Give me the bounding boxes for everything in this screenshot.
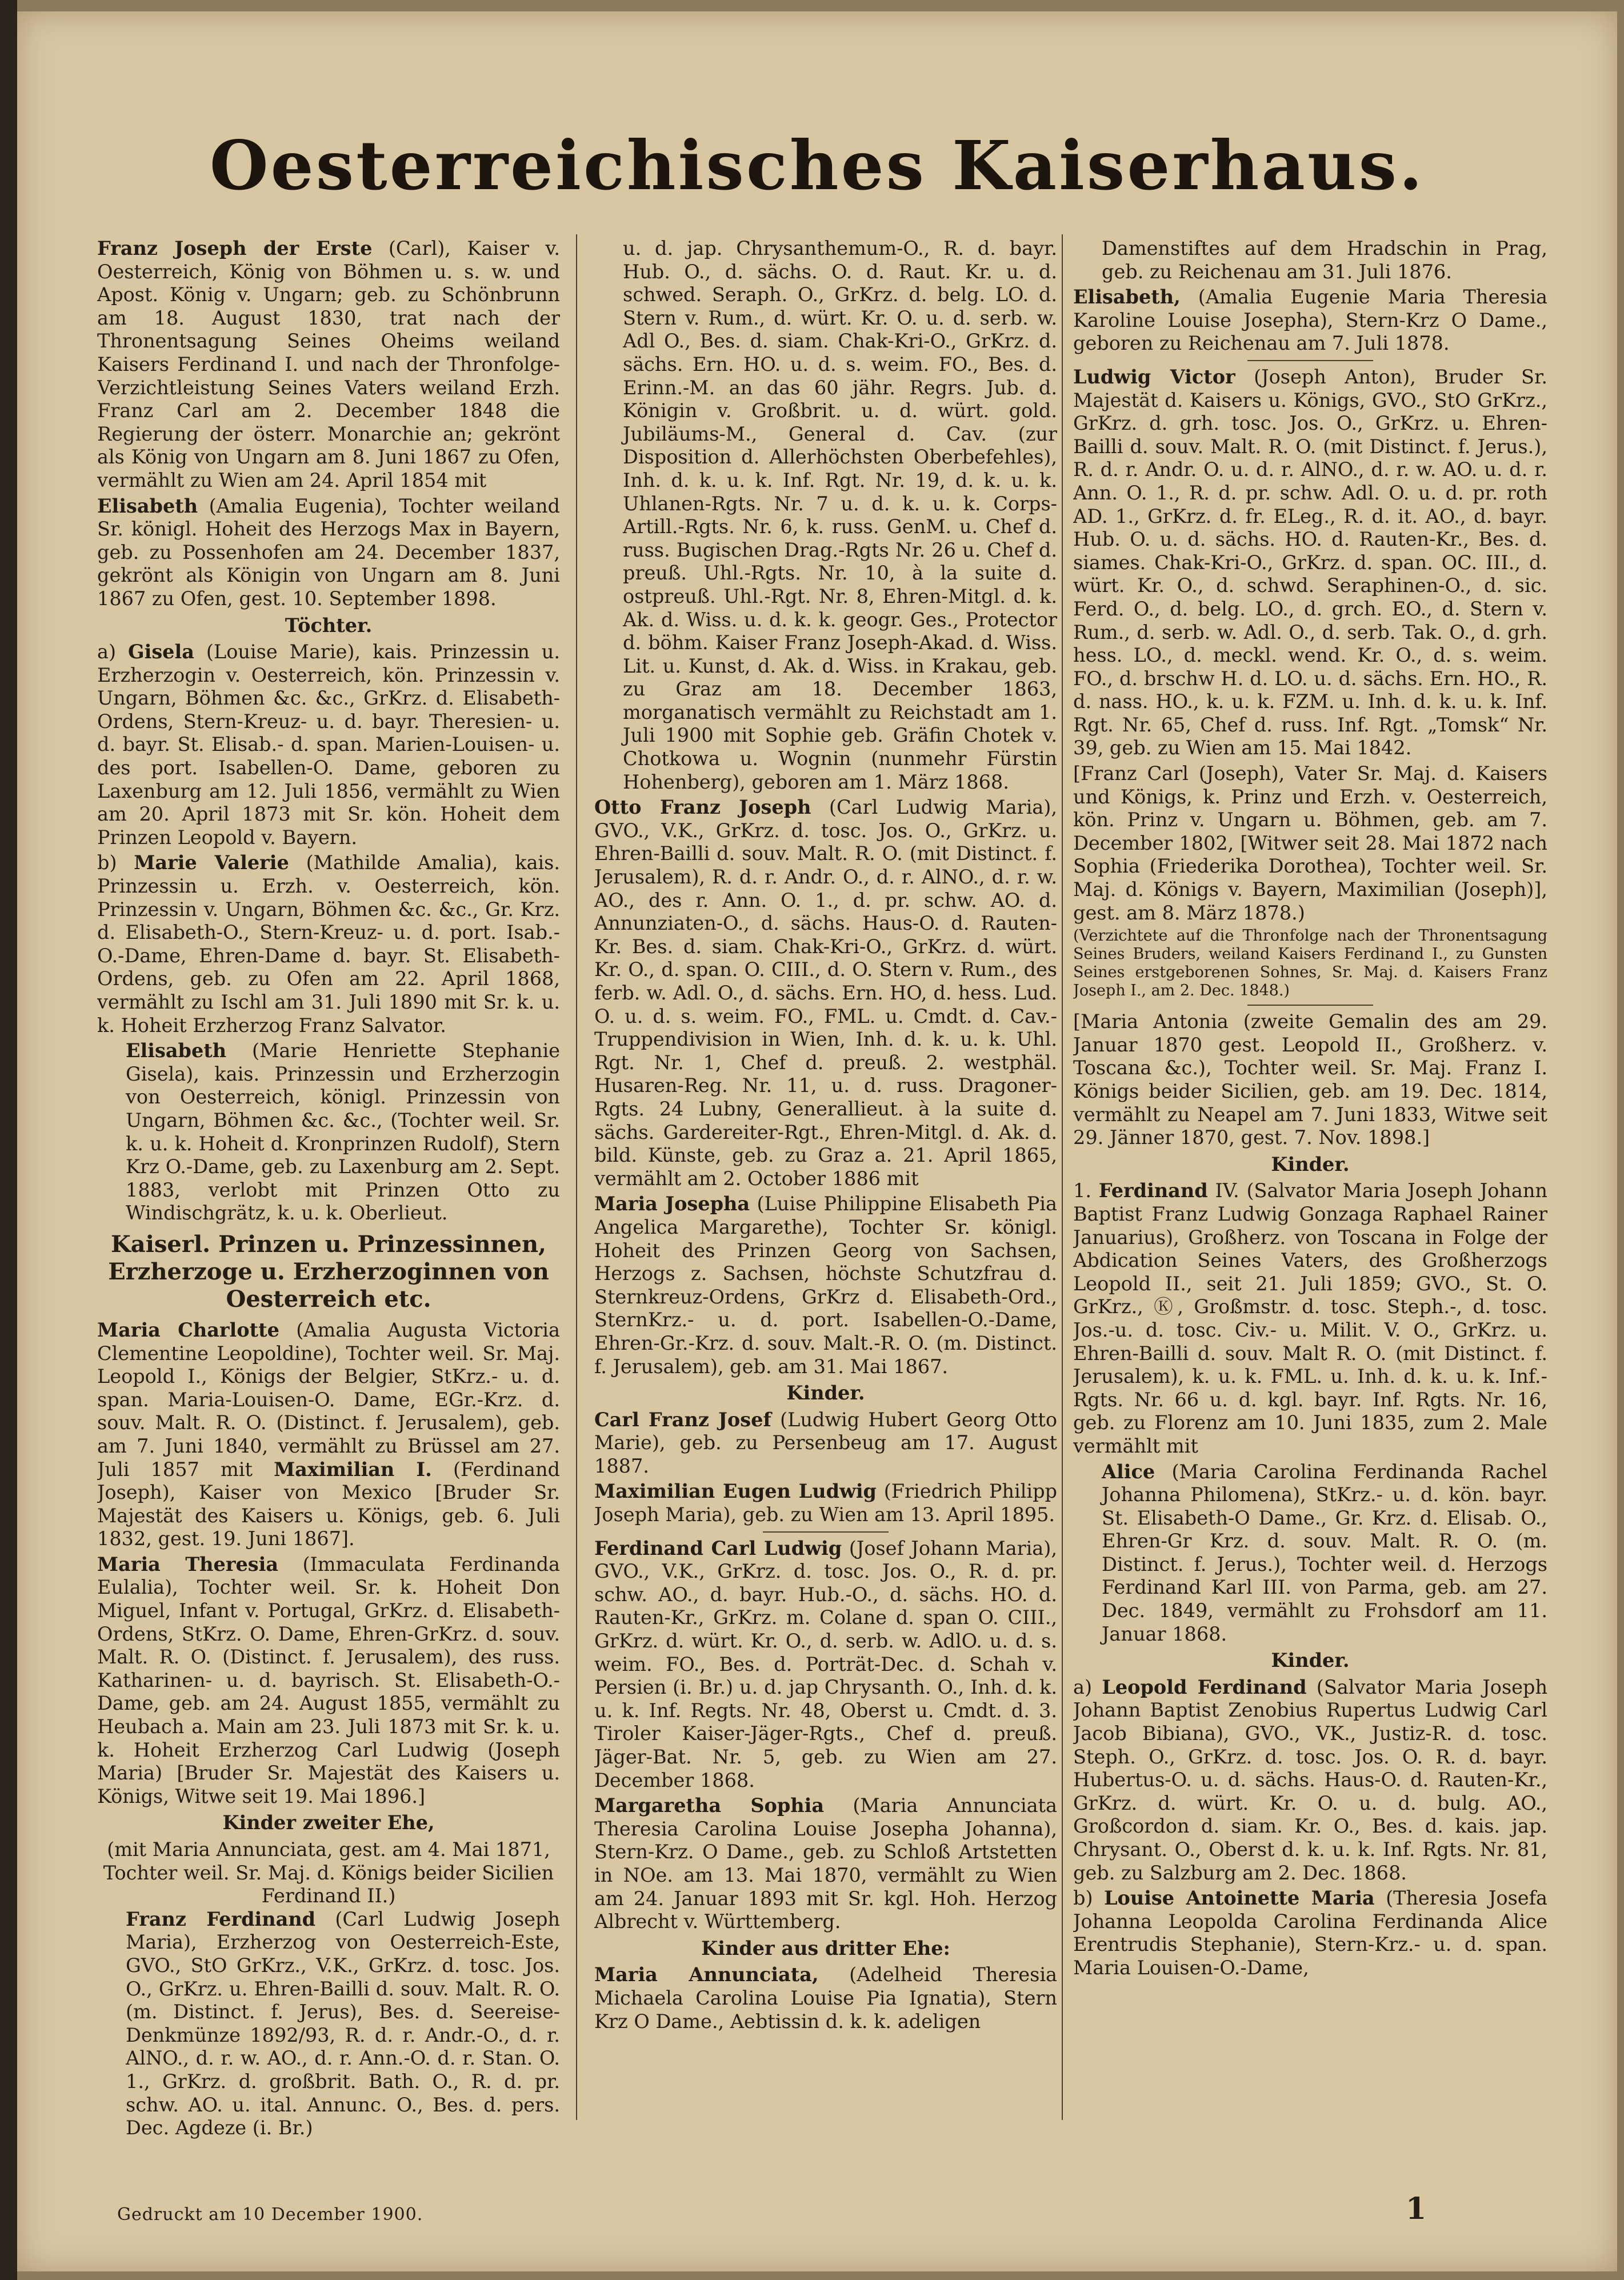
- section-heading: Kaiserl. Prinzen u. Prinzessinnen, Erzherzoge u. Erzherzoginnen von Oesterreich etc.: [108, 1230, 549, 1313]
- heading-kinder-zweiter-ehe: Kinder zweiter Ehe,: [222, 1811, 435, 1834]
- column-divider: [576, 234, 577, 2120]
- entry-text: (Maria Carolina Ferdinanda Rachel Johanna Philomena), StKrz.- u. d. kön. bayr. St. Elisabeth-O Dame., Gr. Krz. d. Elisab. O., Ehren-Gr Krz. d. souv. Malt. R. O. (m. Distinct. f. Jerus.), Tochter weil. d. Herzogs Ferdinand Karl III. von Parma, geb. am 27. Dec. 1849, vermählt zu Frohsdorf am 11. Januar 1868.: [1102, 1460, 1547, 1645]
- page-number: 1: [1406, 2191, 1427, 2226]
- entry-text: IV. (Salvator Maria Joseph Johann Baptist Franz Ludwig Gonzaga Raphael Rainer Januarius), Großherz. von Toscana in Folge der Abdication Seines Vaters, des Großherzogs Leopold II., seit 21. Juli 1859; GVO., St. O. GrKrz., Ⓚ, Großmstr. d. tosc. Steph.-, d. tosc. Jos.-u. d. tosc. Civ.- u. Milit. V. O., GrKrz. u. Ehren-Bailli d. souv. Malt R. O. (mit Distinct. f. Jerusalem), k. u. k. FML. u. Inh. d. k. u. k. Inf.-Rgts. Nr. 66 u. d. kgl. bayr. Inf. Rgts. Nr. 16, geb. zu Florenz am 10. Juni 1835, zum 2. Male vermählt mit: [1073, 1179, 1547, 1457]
- book-binding: [0, 0, 17, 2280]
- entry-maria-josepha: [594, 1193, 1057, 1378]
- entry-franz-carl: [Franz Carl (Joseph), Vater Sr. Maj. d. Kaisers und Königs, k. Prinz und Erzh. v. Oesterreich, kön. Prinz v. Ungarn u. Böhmen, geb. am 7. December 1802, [Witwer seit 28. Mai 1872 nach Sophia (Friederika Dorothea), Tochter weil. Sr. Maj. d. Königs v. Bayern, Maximilian (Joseph)], gest. am 8. März 1878.): [1073, 762, 1547, 924]
- entry-text: (Friedrich Philipp Joseph Maria), geb. zu Wien am 13. April 1895.: [594, 1480, 1057, 1526]
- column-2: [594, 237, 1057, 2140]
- divider-rule: [763, 1531, 889, 1533]
- entry-text: (Joseph Anton), Bruder Sr. Majestät d. Kaisers u. Königs, GVO., StO GrKrz., GrKrz. d. grh. tosc. Jos. O., GrKrz. u. Ehren-Bailli d. souv. Malt. R. O. (mit Distinct. f. Jerus.), R. d. r. Andr. O. u. d. r. AlNO., d. r. w. AO. u. d. r. Ann. O. 1., R. d. pr. schw. Adl. O. u. d. pr. roth AD. 1., GrKrz. d. fr. ELeg., R. d. it. AO., d. bayr. Hub. O. u. d. sächs. HO. d. Rauten-Kr., Bes. d. siames. Chak-Kri-O., GrKrz. d. span. OC. III., d. würt. Kr. O., d. schwd. Seraphinen-O., d. sic. Ferd. O., d. belg. LO., d. grch. EO., d. Stern v. Rum., d. serb. w. Adl. O., d. serb. Tak. O., d. grh. hess. LO., d. meckl. wend. Kr. O., d. s. weim. FO., d. brschw H. d. LO. u. d. sächs. Ern. HO., R. d. nass. HO., k. u. k. FZM. u. Inh. d. k. u. k. Inf. Rgt. Nr. 65, Chef d. russ. Inf. Rgt. „Tomsk“ Nr. 39, geb. zu Wien am 15. Mai 1842.: [1073, 365, 1547, 759]
- entry-franz-joseph: [97, 237, 560, 493]
- entry-maximilian-eugen: [594, 1480, 1057, 1526]
- entry-marie-valerie: [97, 851, 560, 1037]
- column-1: [97, 237, 560, 2140]
- entry-name: Ferdinand: [1098, 1179, 1208, 1202]
- divider-rule: [1247, 1005, 1373, 1006]
- entry-name: Maria Josepha: [594, 1193, 750, 1215]
- entry-maria-theresia: [97, 1553, 560, 1809]
- note-verzicht: (Verzichtete auf die Thronfolge nach der Thronentsagung Seines Bruders, weiland Kaisers Ferdinand I., zu Gunsten Seines erstgeborenen Sohnes, Sr. Maj. d. Kaisers Franz Joseph I., am 2. Dec. 1848.): [1073, 927, 1547, 1000]
- entry-text: (Amalia Augusta Victoria Clementine Leopoldine), Tochter weil. Sr. Maj. Leopold I., Königs der Belgier, StKrz.- u. d. span. Maria-Louisen-O. Dame, EGr.-Krz. d. souv. Malt. R. O. (Distinct. f. Jerusalem), geb. am 7. Juni 1840, vermählt zu Brüssel am 27. Juli 1857 mit: [97, 1318, 560, 1481]
- entry-maria-annunciata: [594, 1963, 1057, 2033]
- entry-label: a): [1073, 1675, 1093, 1698]
- entry-text: (Josef Johann Maria), GVO., V.K., GrKrz. d. tosc. Jos. O., R. d. pr. schw. AO., d. bayr. Hub.-O., d. sächs. HO. d. Rauten-Kr., GrKrz. m. Colane d. span O. CIII., GrKrz. d. würt. Kr. O., d. serb. w. AdlO. u. d. s. weim. FO., Bes. d. Porträt-Dec. d. Schah v. Persien (i. Br.) u. d. jap Chrysanth. O., Inh. d. k. u. k. Inf. Regts. Nr. 48, Oberst u. Cmdt. d. 3. Tiroler Kaiser-Jäger-Rgts., Chef d. preuß. Jäger-Bat. Nr. 5, geb. zu Wien am 27. December 1868.: [594, 1537, 1057, 1791]
- entry-text: (Marie Henriette Stephanie Gisela), kais. Prinzessin und Erzherzogin von Oesterreich, königl. Prinzessin von Ungarn, Böhmen &c. &c., (Tochter weil. Sr. k. u. k. Hoheit d. Kronprinzen Rudolf), Stern Krz O.-Dame, geb. zu Laxenburg am 2. Sept. 1883, verlobt mit Prinzen Otto zu Windischgrätz, k. u. k. Oberlieut.: [126, 1039, 560, 1225]
- entry-name: Maria Charlotte: [97, 1318, 279, 1341]
- heading-kinder: Kinder.: [1271, 1153, 1350, 1175]
- divider-rule: [1247, 360, 1373, 361]
- entry-name: Carl Franz Josef: [594, 1408, 771, 1431]
- entry-name: Louise Antoinette Maria: [1103, 1887, 1375, 1910]
- entry-label: b): [97, 851, 117, 874]
- column-3: [1073, 237, 1547, 2140]
- entry-label: b): [1073, 1887, 1093, 1910]
- entry-text: (Louise Marie), kais. Prinzessin u. Erzherzogin v. Oesterreich, kön. Prinzessin v. Ungarn, Böhmen &c. &c., GrKrz. d. Elisabeth-Ordens, Stern-Kreuz- u. d. bayr. Theresien- u. d. bayr. St. Elisab.- d. span. Marien-Louisen- u. des port. Isabellen-O. Dame, geboren zu Laxenburg am 12. Juli 1856, vermählt zu Wien am 20. April 1873 mit Sr. kön. Hoheit dem Prinzen Leopold v. Bayern.: [97, 641, 560, 849]
- entry-text: (Adelheid Theresia Michaela Carolina Louise Pia Ignatia), Stern Krz O Dame., Aebtissin d. k. k. adeligen: [594, 1963, 1057, 2033]
- entry-maria-antonia: [Maria Antonia (zweite Gemalin des am 29. Januar 1870 gest. Leopold II., Großherz. v. Toscana &c.), Tochter weil. Sr. Maj. Franz I. Königs beider Sicilien, geb. am 19. Dec. 1814, vermählt zu Neapel am 7. Juni 1833, Witwe seit 29. Jänner 1870, gest. 7. Nov. 1898.]: [1073, 1010, 1547, 1149]
- heading-toechter: Töchter.: [285, 614, 373, 637]
- entry-name: Margaretha Sophia: [594, 1794, 825, 1817]
- entry-franz-ferdinand: [126, 1908, 560, 2140]
- entry-otto: [594, 796, 1057, 1190]
- document-page: [17, 11, 1617, 2271]
- entry-name: Marie Valerie: [134, 851, 289, 874]
- entry-name: Elisabeth: [126, 1039, 227, 1062]
- entry-maria-charlotte: [97, 1319, 560, 1551]
- entry-carl-franz-josef: [594, 1409, 1057, 1478]
- entry-ludwig-victor: [1073, 366, 1547, 760]
- entry-text: (Amalia Eugenia), Tochter weiland Sr. königl. Hoheit des Herzogs Max in Bayern, geb. zu Possenhofen am 24. December 1837, gekrönt als Königin von Ungarn am 8. Juni 1867 zu Ofen, gest. 10. September 1898.: [97, 494, 560, 610]
- entry-elisabeth-3: [1073, 286, 1547, 355]
- entry-text: (Carl), Kaiser v. Oesterreich, König von Böhmen u. s. w. und Apost. König v. Ungarn; geb. zu Schönbrunn am 18. August 1830, trat nach der Thronentsagung Seines Oheims weiland Kaisers Ferdinand I. und nach der Thronfolge-Verzichtleistung Seines Vaters weiland Erzh. Franz Carl am 2. December 1848 die Regierung der österr. Monarchie an; gekrönt als König von Ungarn am 8. Juni 1867 zu Ofen, vermählt zu Wien am 24. April 1854 mit: [97, 237, 560, 491]
- entry-label: 1.: [1073, 1179, 1091, 1202]
- entry-name: Maria Annunciata,: [594, 1963, 819, 1986]
- entry-text: (Carl Ludwig Maria), GVO., V.K., GrKrz. d. tosc. Jos. O., GrKrz. u. Ehren-Bailli d. souv. Malt. R. O. (mit Distinct. f. Jerusalem), R. d. r. Andr. O., d. r. AlNO., d. r. w. AO., des r. Ann. O. 1., d. pr. schw. AO. d. Annunziaten-O., d. sächs. Haus-O. d. Rauten-Kr. Bes. d. siam. Chak-Kri-O., GrKrz. d. würt. Kr. O., d. span. O. CIII., d. O. Stern v. Rum., des ferb. w. Adl. O., d. sächs. Ern. HO, d. hess. Lud. O. u. d. s. weim. FO., FML. u. Cmdt. d. Cav.-Truppendivision in Wien, Inh. d. k. u. k. Uhl. Rgt. Nr. 1, Chef d. preuß. 2. westphäl. Husaren-Reg. Nr. 11, u. d. russ. Dragoner-Rgts. 24 Lubny, Generallieut. à la suite d. sächs. Gardereiter-Rgt., Ehren-Mitgl. d. Ak. d. bild. Künste, geb. zu Graz a. 21. April 1865, vermählt am 2. October 1886 mit: [594, 796, 1057, 1190]
- entry-continuation: u. d. jap. Chrysanthemum-O., R. d. bayr. Hub. O., d. sächs. O. d. Raut. Kr. u. d. schwed. Seraph. O., GrKrz. d. belg. LO. d. Stern v. Rum., d. würt. Kr. O. u. d. serb. w. Adl O., Bes. d. siam. Chak-Kri-O., GrKrz. d. sächs. Ern. HO. u. d. s. weim. FO., Bes. d. Erinn.-M. an das 60 jähr. Regrs. Jub. d. Königin v. Großbrit. u. d. würt. gold. Jubiläums-M., General d. Cav. (zur Disposition d. Allerhöchsten Oberbefehles), Inh. d. k. u. k. Inf. Rgt. Nr. 19, d. k. u. k. Uhlanen-Rgts. Nr. 7 u. d. k. u. k. Corps-Artill.-Rgts. Nr. 6, k. russ. GenM. u. Chef d. russ. Bugischen Drag.-Rgts Nr. 26 u. Chef d. preuß. Uhl.-Rgts. Nr. 10, à la suite d. ostpreuß. Uhl.-Rgt. Nr. 8, Ehren-Mitgl. d. k. Ak. d. Wiss. u. d. k. k. geogr. Ges., Protector d. böhm. Kaiser Franz Joseph-Akad. d. Wiss. Lit. u. Kunst, d. Ak. d. Wiss. in Krakau, geb. zu Graz am 18. December 1863, morganatisch vermählt zu Reichstadt am 1. Juli 1900 mit Sophie geb. Gräfin Chotek v. Chotkowa u. Wognin (nunmehr Fürstin Hohenberg), geboren am 1. März 1868.: [623, 237, 1057, 793]
- heading-kinder: Kinder.: [786, 1382, 865, 1405]
- entry-text: (Luise Philippine Elisabeth Pia Angelica Margarethe), Tochter Sr. königl. Hoheit des Prinzen Georg von Sachsen, Herzogs z. Sachsen, höchste Schutzfrau d. Sternkreuz-Ordens, GrKrz d. Elisabeth-Ord., SternKrz.- u. d. port. Isabellen-O.-Dame, Ehren-Gr.-Krz. d. souv. Malt.-R. O. (m. Distinct. f. Jerusalem), geb. am 31. Mai 1867.: [594, 1193, 1057, 1378]
- entry-name: Franz Joseph der Erste: [97, 237, 373, 259]
- entry-name: Alice: [1102, 1460, 1155, 1483]
- entry-text: (Amalia Eugenie Maria Theresia Karoline Louise Josepha), Stern-Krz O Dame., geboren zu Reichenau am 7. Juli 1878.: [1073, 286, 1547, 355]
- page-title: Oesterreichisches Kaiserhaus.: [209, 126, 1425, 205]
- entry-name: Gisela: [127, 641, 194, 663]
- column-divider: [1062, 234, 1063, 2120]
- entry-name: Maria Theresia: [97, 1553, 279, 1575]
- entry-name: Elisabeth,: [1073, 286, 1181, 309]
- entry-name: Ferdinand Carl Ludwig: [594, 1537, 842, 1559]
- entry-name: Maximilian Eugen Ludwig: [594, 1480, 877, 1503]
- entry-text: (Carl Ludwig Joseph Maria), Erzherzog von Oesterreich-Este, GVO., StO GrKrz., V.K., GrKrz. d. tosc. Jos. O., GrKrz. u. Ehren-Bailli d. souv. Malt. R. O. (m. Distinct. f. Jerus), Bes. d. Seereise-Denkmünze 1892/93, R. d. r. Andr.-O., d. r. AlNO., d. r. w. AO., d. r. Ann.-O. d. r. Stan. O. 1., GrKrz. d. großbrit. Bath. O., R. d. pr. schw. AO. u. ital. Annunc. O., Bes. d. pers. Dec. Agdeze (i. Br.): [126, 1907, 560, 2139]
- entry-ferdinand-carl: [594, 1537, 1057, 1793]
- note-kinder-zweiter-ehe: (mit Maria Annunciata, gest. am 4. Mai 1871, Tochter weil. Sr. Maj. d. Königs beider Sicilien Ferdinand II.): [103, 1838, 554, 1907]
- entry-text: (Theresia Josefa Johanna Leopolda Carolina Ferdinanda Alice Erentrudis Stephanie), Stern-Krz.- u. d. span. Maria Louisen-O.-Dame,: [1073, 1887, 1547, 1979]
- entry-label: a): [97, 641, 117, 663]
- entry-name: Ludwig Victor: [1073, 365, 1235, 388]
- entry-gisela: [97, 641, 560, 849]
- entry-alice: [1102, 1461, 1547, 1646]
- entry-louise: [1073, 1887, 1547, 1979]
- entry-name: Franz Ferdinand: [126, 1907, 316, 1930]
- heading-kinder-2: Kinder.: [1271, 1649, 1350, 1672]
- entry-ferdinand-iv: [1073, 1179, 1547, 1458]
- entry-text: (Mathilde Amalia), kais. Prinzessin u. Erzh. v. Oesterreich, kön. Prinzessin v. Ungarn, Böhmen &c. &c., Gr. Krz. d. Elisabeth-O., Stern-Kreuz- u. d. port. Isab.-O.-Dame, Ehren-Dame d. bayr. St. Elisabeth-Ordens, geb. zu Ofen am 22. April 1868, vermählt zu Ischl am 31. Juli 1890 mit Sr. k. u. k. Hoheit Erzherzog Franz Salvator.: [97, 851, 560, 1037]
- entry-text: (Maria Annunciata Theresia Carolina Louise Josepha Johanna), Stern-Krz. O Dame., geb. zu Schloß Artstetten in NOe. am 13. Mai 1870, vermählt zu Wien am 24. Januar 1893 mit Sr. kgl. Hoh. Herzog Albrecht v. Württemberg.: [594, 1794, 1057, 1933]
- entry-name: Elisabeth: [97, 494, 198, 517]
- entry-text: (Ferdinand Joseph), Kaiser von Mexico [Bruder Sr. Majestät des Kaisers u. Königs, geb. 6. Juli 1832, gest. 19. Juni 1867].: [97, 1458, 560, 1550]
- entry-elisabeth-granddaughter: [126, 1039, 560, 1225]
- heading-kinder-dritter-ehe: Kinder aus dritter Ehe:: [701, 1937, 950, 1959]
- entry-name: Otto Franz Joseph: [594, 796, 811, 819]
- entry-name-maximilian: Maximilian I.: [274, 1458, 432, 1481]
- entry-text: (Ludwig Hubert Georg Otto Marie), geb. zu Persenbeug am 17. August 1887.: [594, 1408, 1057, 1477]
- entry-margaretha-sophia: [594, 1794, 1057, 1934]
- entry-text: (Immaculata Ferdinanda Eulalia), Tochter weil. Sr. k. Hoheit Don Miguel, Infant v. Portugal, GrKrz. d. Elisabeth-Ordens, StKrz. O. Dame, Ehren-GrKrz. d. souv. Malt. R. O. (Distinct. f. Jerusalem), des russ. Katharinen- u. d. bayrisch. St. Elisabeth-O.-Dame, geb. am 24. August 1855, vermählt zu Heubach a. Main am 23. Juli 1873 mit Sr. k. u. k. Hoheit Erzherzog Carl Ludwig (Joseph Maria) [Bruder Sr. Majestät des Kaisers u. Königs, Witwe seit 19. Mai 1896.]: [97, 1553, 560, 1807]
- entry-continuation: Damenstiftes auf dem Hradschin in Prag, geb. zu Reichenau am 31. Juli 1876.: [1102, 237, 1547, 283]
- entry-name: Leopold Ferdinand: [1102, 1675, 1307, 1698]
- print-date-footer: Gedruckt am 10 December 1900.: [117, 2205, 423, 2225]
- entry-text: (Salvator Maria Joseph Johann Baptist Zenobius Rupertus Ludwig Carl Jacob Bibiana), GVO., VK., Justiz-R. d. tosc. Steph. O., GrKrz. d. tosc. Jos. O. R. d. bayr. Hubertus-O. u. d. sächs. Haus-O. d. Rauten-Kr., GrKrz. d. würt. Kr. O. u. d. bulg. AO., Großcordon d. siam. Kr. O., Bes. d. kais. jap. Chrysant. O., Oberst d. k. u. k. Inf. Rgts. Nr. 81, geb. zu Salzburg am 2. Dec. 1868.: [1073, 1675, 1547, 1884]
- entry-leopold-ferdinand: [1073, 1676, 1547, 1885]
- entry-elisabeth: [97, 495, 560, 611]
